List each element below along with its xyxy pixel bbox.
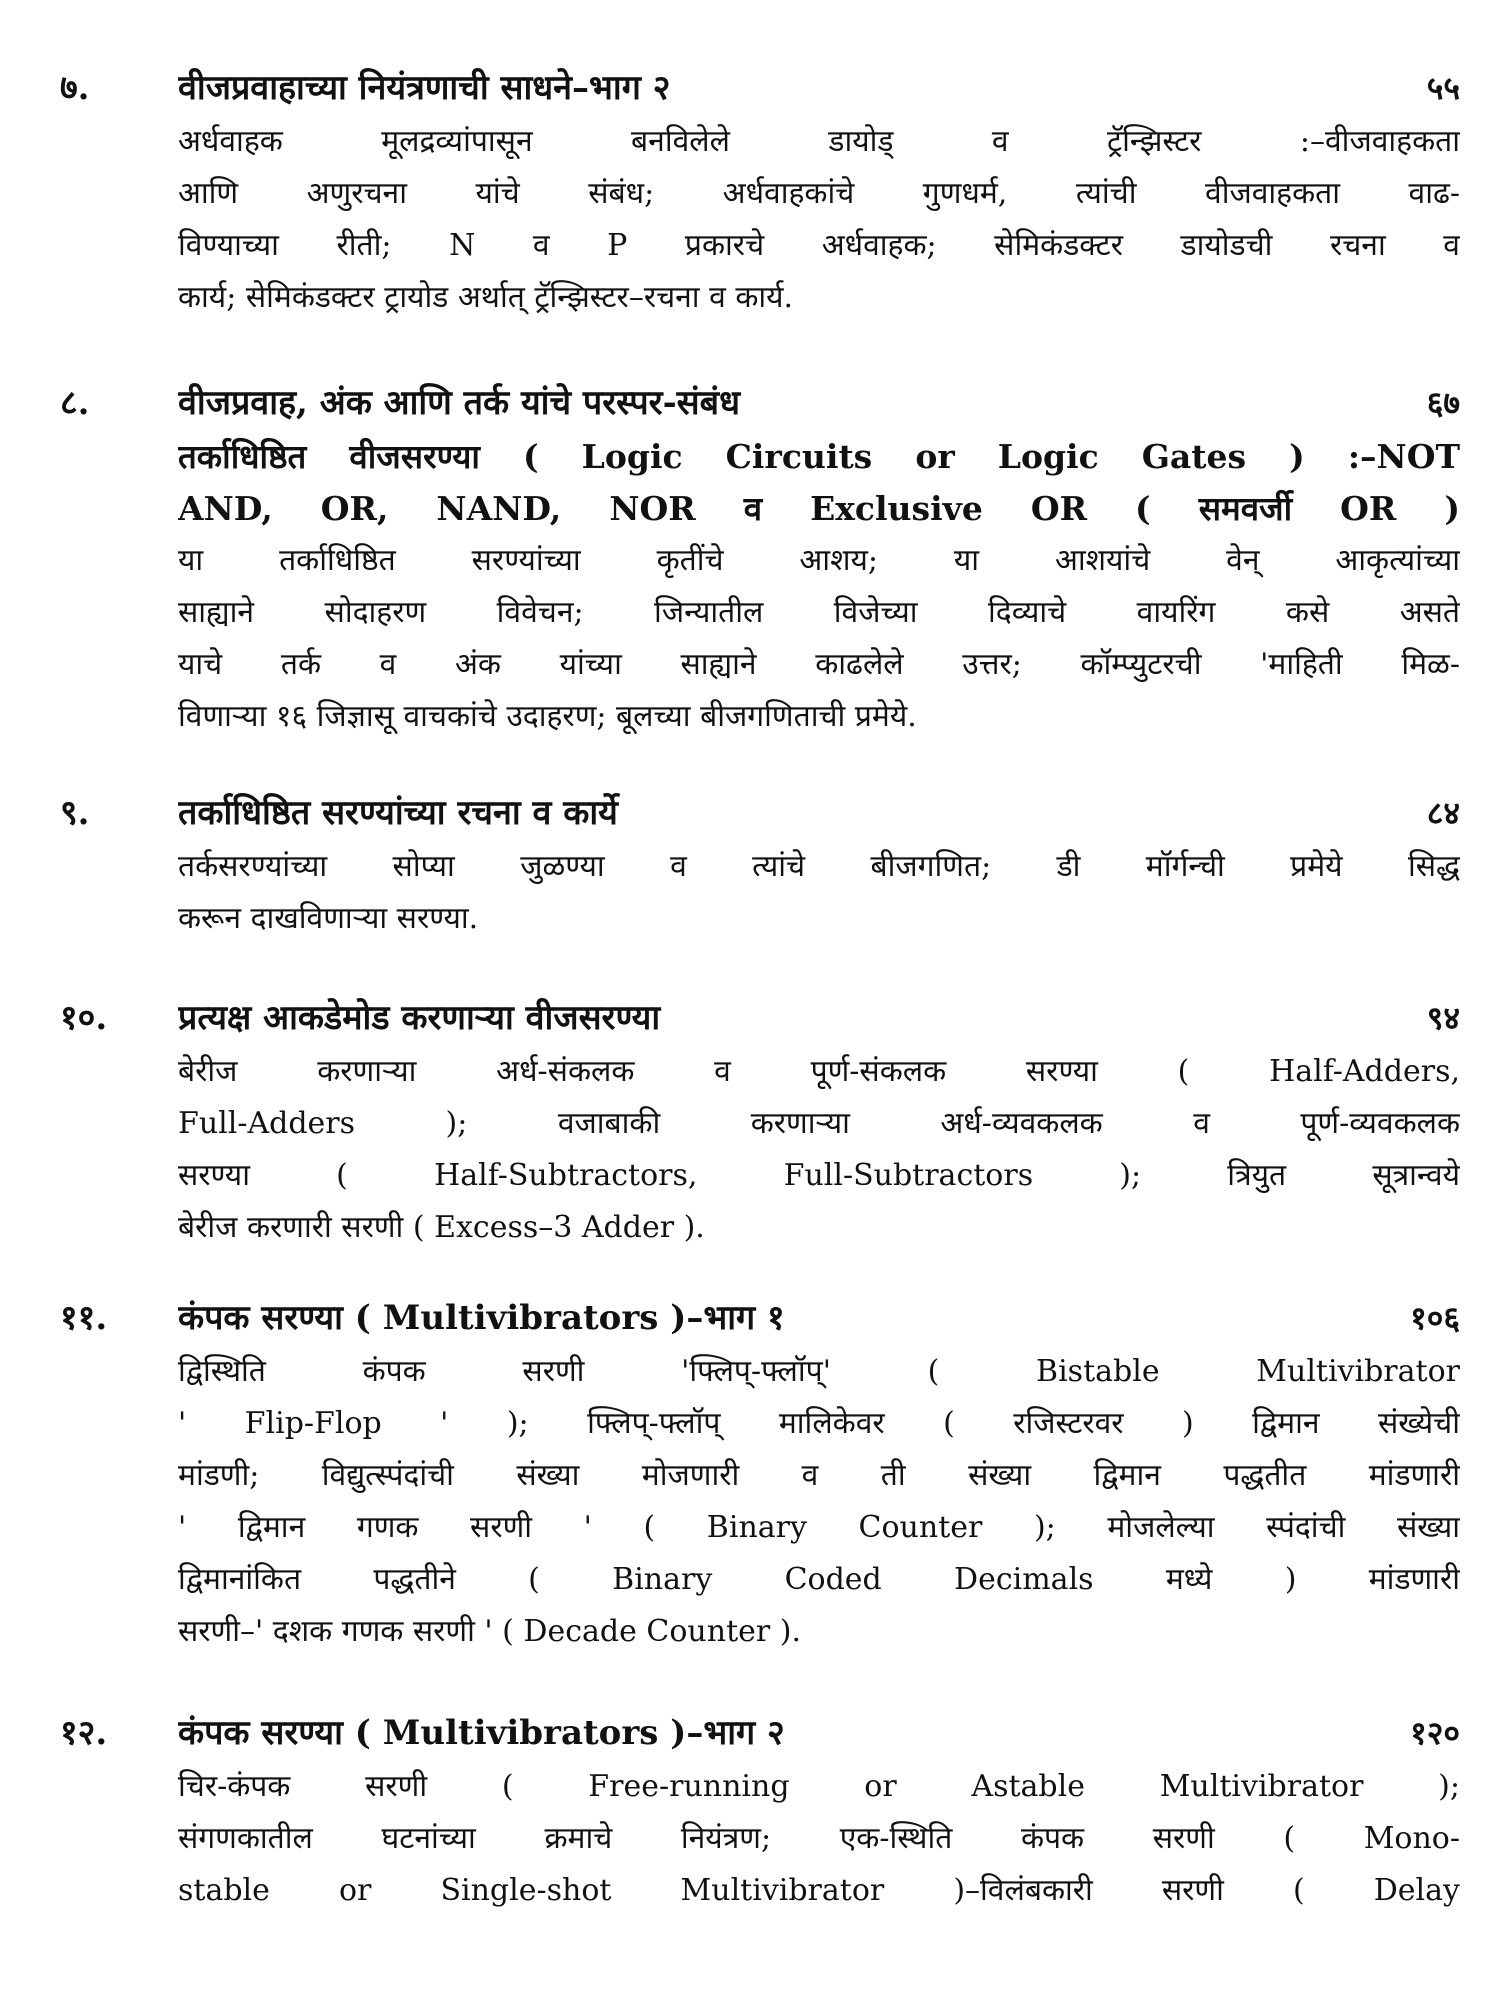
chapter-summary-line: द्विस्थिति कंपक सरणी 'फ्लिप्-फ्लॉप्' ( Bistable Multivibrator	[178, 1354, 1460, 1389]
chapter-summary-line: stable or Single-shot Multivibrator )–विलंबकारी सरणी ( Delay	[178, 1873, 1460, 1908]
chapter-summary-line: कार्य; सेमिकंडक्टर ट्रायोड अर्थात् ट्रॅन्झिस्टर–रचना व कार्य.	[178, 280, 794, 315]
chapter-summary-line: द्विमानांकित पद्धतीने ( Binary Coded Decimals मध्ये ) मांडणारी	[178, 1562, 1460, 1597]
chapter-number: १२.	[60, 1713, 108, 1753]
chapter-title: तर्काधिष्ठित सरण्यांच्या रचना व कार्ये	[178, 793, 618, 833]
chapter-summary-line: बेरीज करणारी सरणी ( Excess–3 Adder ).	[178, 1210, 705, 1245]
chapter-title: वीजप्रवाहाच्या नियंत्रणाची साधने–भाग २	[178, 68, 671, 108]
chapter-summary-line: साह्याने सोदाहरण विवेचन; जिन्यातील विजेच्या दिव्याचे वायरिंग कसे असते	[178, 595, 1460, 630]
chapter-number: ११.	[60, 1298, 108, 1338]
chapter-summary-line: करून दाखविणाऱ्या सरण्या.	[178, 901, 479, 936]
chapter-summary-line: अर्धवाहक मूलद्रव्यांपासून बनविलेले डायोड् व ट्रॅन्झिस्टर :–वीजवाहकता	[178, 124, 1460, 159]
chapter-summary-line: ' Flip-Flop ' ); फ्लिप्-फ्लॉप् मालिकेवर ( रजिस्टरवर ) द्विमान संख्येची	[178, 1406, 1460, 1441]
chapter-summary-line: Full-Adders ); वजाबाकी करणाऱ्या अर्ध-व्यवकलक व पूर्ण-व्यवकलक	[178, 1106, 1460, 1141]
chapter-summary-line: चिर-कंपक सरणी ( Free-running or Astable Multivibrator );	[178, 1769, 1460, 1804]
chapter-heading	[60, 60, 1460, 116]
chapter-summary-line: संगणकातील घटनांच्या क्रमाचे नियंत्रण; एक-स्थिति कंपक सरणी ( Mono-	[178, 1821, 1460, 1856]
chapter-heading	[60, 1705, 1460, 1761]
chapter-summary-line: ' द्विमान गणक सरणी ' ( Binary Counter ); मोजलेल्या स्पंदांची संख्या	[178, 1510, 1460, 1545]
chapter-page-number: १०६	[1410, 1299, 1460, 1337]
chapter-summary-line: तर्काधिष्ठित वीजसरण्या ( Logic Circuits or Logic Gates ) :–NOT	[178, 437, 1460, 476]
chapter-entry	[60, 1705, 1460, 1917]
chapter-title: कंपक सरण्या ( Multivibrators )–भाग २	[178, 1713, 785, 1753]
chapter-title: कंपक सरण्या ( Multivibrators )–भाग १	[178, 1298, 785, 1338]
chapter-heading	[60, 375, 1460, 431]
chapter-number: ९.	[60, 793, 90, 833]
chapter-summary-line: तर्कसरण्यांच्या सोप्या जुळण्या व त्यांचे बीजगणित; डी मॉर्गन्ची प्रमेये सिद्ध	[178, 849, 1460, 884]
chapter-page-number: ८४	[1426, 794, 1460, 832]
chapter-entry	[60, 1290, 1460, 1658]
chapter-number: ७.	[60, 68, 90, 108]
chapter-heading	[60, 1290, 1460, 1346]
chapter-summary-line: या तर्काधिष्ठित सरण्यांच्या कृतींचे आशय; या आशयांचे वेन् आकृत्यांच्या	[178, 543, 1460, 578]
chapter-entry	[60, 60, 1460, 324]
chapter-page-number: ५५	[1426, 69, 1460, 107]
chapter-entry	[60, 785, 1460, 945]
chapter-summary-line: सरण्या ( Half-Subtractors, Full-Subtractors ); त्रियुत सूत्रान्वये	[178, 1158, 1460, 1193]
chapter-heading	[60, 785, 1460, 841]
chapter-entry	[60, 990, 1460, 1254]
chapter-summary-line: विण्याच्या रीती; N व P प्रकारचे अर्धवाहक; सेमिकंडक्टर डायोडची रचना व	[178, 228, 1460, 263]
chapter-heading	[60, 990, 1460, 1046]
chapter-summary-line: विणाऱ्या १६ जिज्ञासू वाचकांचे उदाहरण; बूलच्या बीजगणिताची प्रमेये.	[178, 699, 917, 734]
chapter-summary-line: सरणी–' दशक गणक सरणी ' ( Decade Counter ).	[178, 1614, 801, 1649]
chapter-page-number: १२०	[1410, 1714, 1460, 1752]
chapter-number: १०.	[60, 998, 108, 1038]
chapter-summary-line: बेरीज करणाऱ्या अर्ध-संकलक व पूर्ण-संकलक सरण्या ( Half-Adders,	[178, 1054, 1460, 1089]
chapter-title: वीजप्रवाह, अंक आणि तर्क यांचे परस्पर-संबंध	[178, 383, 740, 423]
chapter-summary-line: आणि अणुरचना यांचे संबंध; अर्धवाहकांचे गुणधर्म, त्यांची वीजवाहकता वाढ-	[178, 176, 1460, 211]
chapter-summary-line: मांडणी; विद्युत्स्पंदांची संख्या मोजणारी व ती संख्या द्विमान पद्धतीत मांडणारी	[178, 1458, 1460, 1493]
chapter-summary-line: AND, OR, NAND, NOR व Exclusive OR ( समवर्जी OR )	[178, 489, 1460, 528]
chapter-page-number: ६७	[1426, 384, 1460, 422]
chapter-number: ८.	[60, 383, 90, 423]
chapter-page-number: ९४	[1426, 999, 1460, 1037]
chapter-title: प्रत्यक्ष आकडेमोड करणाऱ्या वीजसरण्या	[178, 998, 661, 1038]
chapter-entry	[60, 375, 1460, 743]
chapter-summary-line: याचे तर्क व अंक यांच्या साह्याने काढलेले उत्तर; कॉम्प्युटरची 'माहिती मिळ-	[178, 647, 1460, 682]
